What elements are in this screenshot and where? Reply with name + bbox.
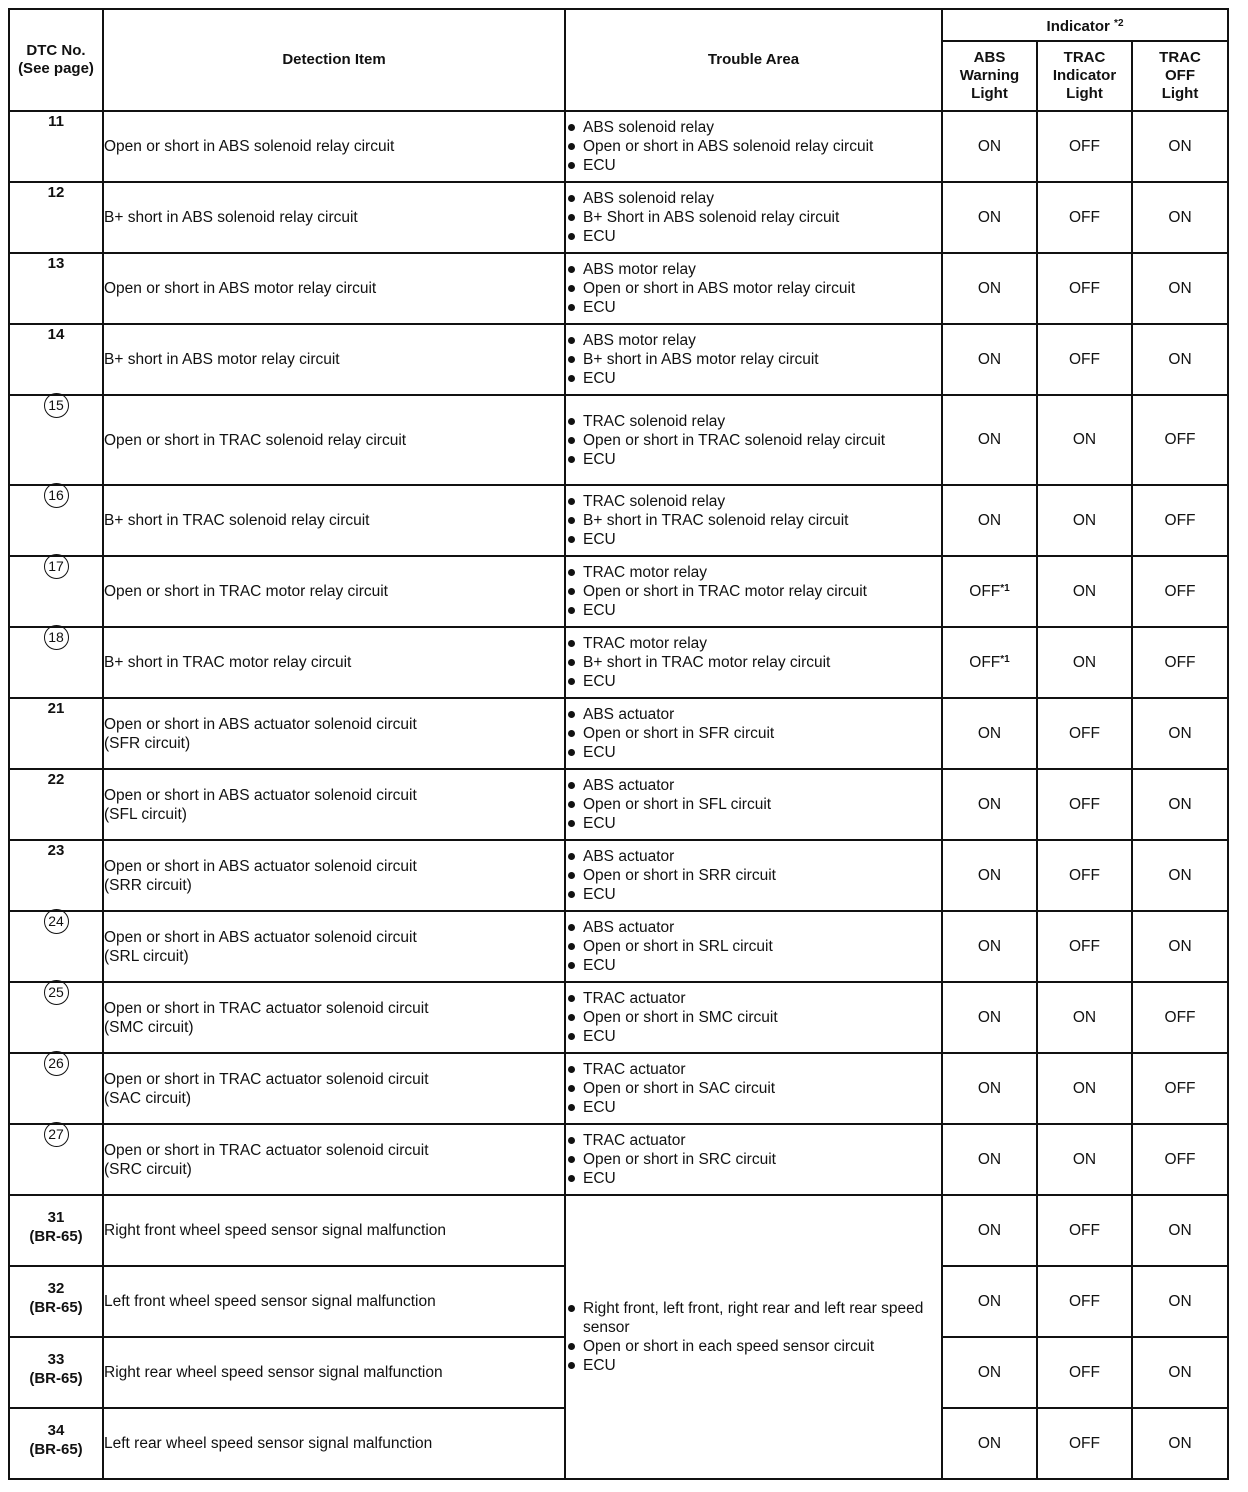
trac-off-state: OFF bbox=[1132, 1124, 1228, 1195]
trac-off-state: ON bbox=[1132, 769, 1228, 840]
trac-indicator-state: OFF bbox=[1037, 698, 1132, 769]
trac-off-state: ON bbox=[1132, 698, 1228, 769]
dtc-code-cell bbox=[9, 1124, 103, 1195]
trouble-area-item: TRAC actuator bbox=[566, 989, 941, 1008]
trouble-area-item: ABS motor relay bbox=[566, 331, 941, 350]
detection-item-cell bbox=[103, 982, 565, 1053]
detection-item-cell bbox=[103, 840, 565, 911]
abs-warning-state bbox=[942, 698, 1037, 769]
trouble-area-cell bbox=[565, 769, 942, 840]
trouble-area-item: ABS actuator bbox=[566, 776, 941, 795]
trouble-area-cell bbox=[565, 253, 942, 324]
trouble-area-cell bbox=[565, 982, 942, 1053]
header-dtc-no bbox=[9, 9, 103, 111]
header-detection-item: Detection Item bbox=[103, 9, 565, 111]
abs-warning-state bbox=[942, 1053, 1037, 1124]
detection-item-text: (SRR circuit) bbox=[104, 876, 192, 894]
trouble-area-item: ABS actuator bbox=[566, 847, 941, 866]
trac-off-state: ON bbox=[1132, 324, 1228, 395]
trac-indicator-state: OFF bbox=[1037, 324, 1132, 395]
trouble-area-item: ABS solenoid relay bbox=[566, 118, 941, 137]
trouble-area-cell bbox=[565, 395, 942, 485]
detection-item-cell bbox=[103, 324, 565, 395]
detection-item-text: (SMC circuit) bbox=[104, 1018, 194, 1036]
circled-dtc-code: 26 bbox=[44, 1051, 69, 1076]
trouble-area-item: ECU bbox=[566, 227, 941, 246]
abs-warning-state bbox=[942, 627, 1037, 698]
table-row bbox=[9, 485, 1228, 556]
trac-indicator-state: OFF bbox=[1037, 1266, 1132, 1337]
trac-off-state: OFF bbox=[1132, 556, 1228, 627]
trac-off-state: ON bbox=[1132, 253, 1228, 324]
trac-indicator-state: ON bbox=[1037, 556, 1132, 627]
dtc-code-cell bbox=[9, 698, 103, 769]
header-abs-line: ABS bbox=[973, 49, 1006, 66]
trouble-area-item: ECU bbox=[566, 814, 941, 833]
trouble-area-list bbox=[566, 412, 941, 469]
trouble-area-item: ABS actuator bbox=[566, 705, 941, 724]
trac-indicator-state: OFF bbox=[1037, 111, 1132, 182]
header-indicator-note: *2 bbox=[1114, 17, 1124, 29]
page-reference: (BR-65) bbox=[29, 1299, 83, 1316]
dtc-code: 14 bbox=[47, 326, 65, 343]
dtc-code: 11 bbox=[48, 113, 64, 130]
trac-off-state: ON bbox=[1132, 182, 1228, 253]
header-abs-line: Light bbox=[971, 85, 1008, 102]
header-trac-off-light bbox=[1132, 41, 1228, 111]
dtc-code: 32 bbox=[47, 1280, 65, 1297]
trac-indicator-state: OFF bbox=[1037, 911, 1132, 982]
dtc-table-sheet bbox=[8, 8, 1229, 1480]
table-body bbox=[9, 111, 1228, 1479]
trac-indicator-state: ON bbox=[1037, 982, 1132, 1053]
dtc-code-cell bbox=[9, 182, 103, 253]
table-row bbox=[9, 111, 1228, 182]
circled-dtc-code: 27 bbox=[44, 1122, 69, 1147]
trouble-area-list bbox=[566, 776, 941, 833]
circled-dtc-code: 17 bbox=[44, 554, 69, 579]
trouble-area-cell bbox=[565, 840, 942, 911]
trouble-area-item: ECU bbox=[566, 1356, 941, 1375]
trac-indicator-state: ON bbox=[1037, 395, 1132, 485]
trouble-area-list bbox=[566, 1060, 941, 1117]
trac-off-state: ON bbox=[1132, 111, 1228, 182]
abs-warning-value: ON bbox=[977, 937, 1002, 955]
header-trac-line: Indicator bbox=[1052, 67, 1117, 84]
dtc-code: 33 bbox=[47, 1351, 65, 1368]
abs-warning-state bbox=[942, 253, 1037, 324]
trouble-area-item: Open or short in ABS solenoid relay circuit bbox=[566, 137, 941, 156]
abs-warning-value: ON bbox=[977, 795, 1002, 813]
table-row bbox=[9, 1195, 1228, 1266]
trouble-area-item: Open or short in SRC circuit bbox=[566, 1150, 941, 1169]
circled-dtc-code: 24 bbox=[44, 909, 69, 934]
detection-item-cell bbox=[103, 111, 565, 182]
abs-warning-value: OFF bbox=[969, 653, 1001, 671]
abs-warning-state bbox=[942, 182, 1037, 253]
page-reference: (BR-65) bbox=[29, 1228, 83, 1245]
trouble-area-cell bbox=[565, 182, 942, 253]
trouble-area-list bbox=[566, 260, 941, 317]
abs-warning-state bbox=[942, 111, 1037, 182]
trac-off-state: ON bbox=[1132, 1337, 1228, 1408]
trouble-area-cell bbox=[565, 1195, 942, 1479]
trouble-area-cell bbox=[565, 1053, 942, 1124]
trouble-area-item: ABS motor relay bbox=[566, 260, 941, 279]
trouble-area-item: TRAC motor relay bbox=[566, 634, 941, 653]
trouble-area-item: B+ short in TRAC solenoid relay circuit bbox=[566, 511, 941, 530]
detection-item-text: Open or short in ABS actuator solenoid circuit bbox=[104, 786, 417, 804]
table-row bbox=[9, 627, 1228, 698]
trouble-area-item: ECU bbox=[566, 530, 941, 549]
abs-warning-value: ON bbox=[977, 1150, 1002, 1168]
dtc-code-cell bbox=[9, 627, 103, 698]
table-row bbox=[9, 982, 1228, 1053]
abs-warning-state: ON bbox=[942, 1337, 1037, 1408]
abs-warning-footnote: *1 bbox=[1000, 653, 1010, 665]
abs-warning-footnote: *1 bbox=[1000, 582, 1010, 594]
detection-item-cell bbox=[103, 253, 565, 324]
trouble-area-item: TRAC motor relay bbox=[566, 563, 941, 582]
dtc-code-cell bbox=[9, 1053, 103, 1124]
trouble-area-list bbox=[566, 634, 941, 691]
table-row bbox=[9, 556, 1228, 627]
detection-item-text: (SRL circuit) bbox=[104, 947, 189, 965]
dtc-code: 21 bbox=[47, 700, 65, 717]
page-reference: (BR-65) bbox=[29, 1370, 83, 1387]
abs-warning-state bbox=[942, 395, 1037, 485]
trouble-area-item: ECU bbox=[566, 672, 941, 691]
detection-item-text: Open or short in TRAC solenoid relay circuit bbox=[104, 431, 407, 449]
detection-item-text: Open or short in ABS actuator solenoid circuit bbox=[104, 857, 417, 875]
trac-indicator-state: OFF bbox=[1037, 1408, 1132, 1479]
detection-item-text: Open or short in ABS motor relay circuit bbox=[104, 280, 377, 297]
trouble-area-item: Open or short in SRL circuit bbox=[566, 937, 941, 956]
dtc-code: 34 bbox=[47, 1422, 65, 1439]
trouble-area-list bbox=[566, 331, 941, 388]
detection-item-text: (SFR circuit) bbox=[104, 734, 191, 752]
trouble-area-item: Open or short in SAC circuit bbox=[566, 1079, 941, 1098]
dtc-code-cell bbox=[9, 1408, 103, 1479]
circled-dtc-code: 15 bbox=[44, 393, 69, 418]
trouble-area-item: ABS actuator bbox=[566, 918, 941, 937]
detection-item-text: (SAC circuit) bbox=[104, 1089, 191, 1107]
trouble-area-item: B+ Short in ABS solenoid relay circuit bbox=[566, 208, 941, 227]
table-row bbox=[9, 395, 1228, 485]
detection-item-text: Open or short in ABS actuator solenoid circuit bbox=[104, 928, 417, 946]
trouble-area-item: ECU bbox=[566, 369, 941, 388]
dtc-code: 12 bbox=[47, 184, 65, 201]
trac-indicator-state: OFF bbox=[1037, 1195, 1132, 1266]
trouble-area-item: TRAC actuator bbox=[566, 1060, 941, 1079]
abs-warning-value: ON bbox=[977, 866, 1002, 884]
trac-off-state: ON bbox=[1132, 840, 1228, 911]
trouble-area-list bbox=[566, 847, 941, 904]
header-trac-line: TRAC bbox=[1063, 49, 1106, 66]
table-row bbox=[9, 182, 1228, 253]
trouble-area-item: ECU bbox=[566, 450, 941, 469]
header-abs-warning-light bbox=[942, 41, 1037, 111]
trouble-area-list bbox=[566, 189, 941, 246]
table-header bbox=[9, 9, 1228, 111]
trac-off-state: OFF bbox=[1132, 395, 1228, 485]
trouble-area-item: Right front, left front, right rear and left rear speed sensor bbox=[566, 1299, 941, 1337]
abs-warning-value: ON bbox=[977, 208, 1002, 226]
abs-warning-value: ON bbox=[977, 431, 1002, 448]
dtc-code-cell bbox=[9, 840, 103, 911]
detection-item-cell bbox=[103, 1195, 565, 1266]
detection-item-text: Open or short in ABS solenoid relay circuit bbox=[104, 138, 395, 155]
abs-warning-value: ON bbox=[977, 1079, 1002, 1097]
dtc-code-cell bbox=[9, 111, 103, 182]
abs-warning-state bbox=[942, 982, 1037, 1053]
dtc-code: 31 bbox=[47, 1209, 65, 1226]
table-row bbox=[9, 698, 1228, 769]
header-indicator bbox=[942, 9, 1228, 41]
header-trac-line: Light bbox=[1066, 85, 1103, 102]
trouble-area-cell bbox=[565, 485, 942, 556]
abs-warning-value: ON bbox=[977, 511, 1002, 529]
abs-warning-state bbox=[942, 769, 1037, 840]
trouble-area-list bbox=[566, 118, 941, 175]
trac-indicator-state: OFF bbox=[1037, 1337, 1132, 1408]
circled-dtc-code: 25 bbox=[44, 980, 69, 1005]
abs-warning-value: ON bbox=[977, 724, 1002, 742]
table-row bbox=[9, 1053, 1228, 1124]
trouble-area-item: ABS solenoid relay bbox=[566, 189, 941, 208]
trac-indicator-state: OFF bbox=[1037, 182, 1132, 253]
abs-warning-state: ON bbox=[942, 1195, 1037, 1266]
header-see-page: (See page) bbox=[18, 60, 94, 77]
detection-item-cell bbox=[103, 556, 565, 627]
trouble-area-list bbox=[566, 492, 941, 549]
dtc-code-cell bbox=[9, 1195, 103, 1266]
trouble-area-cell bbox=[565, 911, 942, 982]
dtc-code-cell bbox=[9, 253, 103, 324]
trac-off-state: OFF bbox=[1132, 485, 1228, 556]
header-off-line: OFF bbox=[1165, 67, 1196, 84]
trouble-area-item: TRAC solenoid relay bbox=[566, 492, 941, 511]
trouble-area-item: ECU bbox=[566, 298, 941, 317]
detection-item-text: Open or short in TRAC motor relay circuit bbox=[104, 583, 388, 600]
trouble-area-item: Open or short in TRAC motor relay circuit bbox=[566, 582, 941, 601]
trouble-area-item: B+ short in TRAC motor relay circuit bbox=[566, 653, 941, 672]
trouble-area-item: Open or short in SMC circuit bbox=[566, 1008, 941, 1027]
trouble-area-list bbox=[566, 989, 941, 1046]
trouble-area-item: ECU bbox=[566, 743, 941, 762]
trac-indicator-state: OFF bbox=[1037, 840, 1132, 911]
detection-item-text: B+ short in ABS solenoid relay circuit bbox=[104, 209, 358, 226]
abs-warning-value: ON bbox=[977, 350, 1002, 368]
abs-warning-value: ON bbox=[977, 279, 1002, 297]
dtc-code-cell bbox=[9, 324, 103, 395]
detection-item-cell bbox=[103, 911, 565, 982]
header-trouble-area: Trouble Area bbox=[565, 9, 942, 111]
detection-item-cell bbox=[103, 395, 565, 485]
dtc-code-cell bbox=[9, 485, 103, 556]
dtc-code-cell bbox=[9, 1337, 103, 1408]
dtc-code-cell bbox=[9, 556, 103, 627]
detection-item-cell bbox=[103, 1053, 565, 1124]
dtc-code-cell bbox=[9, 1266, 103, 1337]
header-off-line: Light bbox=[1161, 85, 1199, 102]
trac-off-state: ON bbox=[1132, 1266, 1228, 1337]
circled-dtc-code: 16 bbox=[44, 483, 69, 508]
detection-item-text: (SFL circuit) bbox=[104, 805, 187, 823]
trac-indicator-state: ON bbox=[1037, 485, 1132, 556]
trac-off-state: OFF bbox=[1132, 982, 1228, 1053]
detection-item-cell bbox=[103, 1337, 565, 1408]
trouble-area-item: B+ short in ABS motor relay circuit bbox=[566, 350, 941, 369]
abs-warning-state bbox=[942, 324, 1037, 395]
dtc-code: 13 bbox=[47, 255, 65, 272]
detection-item-text: (SRC circuit) bbox=[104, 1160, 192, 1178]
table-row bbox=[9, 324, 1228, 395]
dtc-table bbox=[8, 8, 1229, 1480]
header-off-line: TRAC bbox=[1159, 49, 1201, 66]
trac-off-state: OFF bbox=[1132, 627, 1228, 698]
trac-indicator-state: OFF bbox=[1037, 253, 1132, 324]
abs-warning-value: OFF bbox=[969, 582, 1001, 600]
detection-item-text: Open or short in TRAC actuator solenoid circuit bbox=[104, 1070, 429, 1088]
detection-item-cell bbox=[103, 485, 565, 556]
header-dtc-label: DTC No. bbox=[26, 42, 86, 59]
trouble-area-list bbox=[566, 918, 941, 975]
trouble-area-item: Open or short in SRR circuit bbox=[566, 866, 941, 885]
dtc-code-cell bbox=[9, 911, 103, 982]
detection-item-cell bbox=[103, 627, 565, 698]
detection-item-text: Left front wheel speed sensor signal malfunction bbox=[104, 1293, 436, 1310]
trouble-area-item: Open or short in each speed sensor circuit bbox=[566, 1337, 941, 1356]
detection-item-text: Open or short in TRAC actuator solenoid circuit bbox=[104, 999, 429, 1017]
detection-item-text: Right rear wheel speed sensor signal malfunction bbox=[104, 1364, 443, 1381]
detection-item-cell bbox=[103, 1408, 565, 1479]
abs-warning-state bbox=[942, 1124, 1037, 1195]
abs-warning-state: ON bbox=[942, 1408, 1037, 1479]
trac-off-state: ON bbox=[1132, 1408, 1228, 1479]
abs-warning-value: ON bbox=[977, 137, 1002, 155]
trac-indicator-state: OFF bbox=[1037, 769, 1132, 840]
detection-item-cell bbox=[103, 182, 565, 253]
trac-indicator-state: ON bbox=[1037, 1053, 1132, 1124]
trouble-area-item: ECU bbox=[566, 956, 941, 975]
header-trac-indicator-light bbox=[1037, 41, 1132, 111]
detection-item-text: Open or short in ABS actuator solenoid circuit bbox=[104, 715, 417, 733]
trouble-area-item: ECU bbox=[566, 156, 941, 175]
detection-item-text: Open or short in TRAC actuator solenoid circuit bbox=[104, 1141, 429, 1159]
trouble-area-list bbox=[566, 563, 941, 620]
trouble-area-item: TRAC solenoid relay bbox=[566, 412, 941, 431]
dtc-code: 22 bbox=[47, 771, 65, 788]
abs-warning-state: ON bbox=[942, 1266, 1037, 1337]
abs-warning-state bbox=[942, 911, 1037, 982]
trouble-area-item: Open or short in ABS motor relay circuit bbox=[566, 279, 941, 298]
trac-indicator-state: ON bbox=[1037, 1124, 1132, 1195]
detection-item-text: B+ short in ABS motor relay circuit bbox=[104, 351, 340, 368]
trouble-area-item: TRAC actuator bbox=[566, 1131, 941, 1150]
trouble-area-item: ECU bbox=[566, 1169, 941, 1188]
page-reference: (BR-65) bbox=[29, 1441, 83, 1458]
trouble-area-item: Open or short in SFL circuit bbox=[566, 795, 941, 814]
trouble-area-list bbox=[566, 1131, 941, 1188]
trouble-area-cell bbox=[565, 1124, 942, 1195]
detection-item-text: B+ short in TRAC motor relay circuit bbox=[104, 654, 352, 671]
trac-off-state: ON bbox=[1132, 1195, 1228, 1266]
dtc-code: 23 bbox=[47, 842, 65, 859]
table-row bbox=[9, 840, 1228, 911]
abs-warning-value: ON bbox=[977, 1008, 1002, 1026]
trouble-area-cell bbox=[565, 627, 942, 698]
trouble-area-list bbox=[566, 1299, 941, 1375]
trouble-area-item: Open or short in TRAC solenoid relay circuit bbox=[566, 431, 941, 450]
trouble-area-item: ECU bbox=[566, 885, 941, 904]
trouble-area-cell bbox=[565, 556, 942, 627]
dtc-code-cell bbox=[9, 982, 103, 1053]
trouble-area-cell bbox=[565, 698, 942, 769]
detection-item-cell bbox=[103, 769, 565, 840]
trac-indicator-state: ON bbox=[1037, 627, 1132, 698]
trac-off-state: OFF bbox=[1132, 1053, 1228, 1124]
abs-warning-state bbox=[942, 840, 1037, 911]
dtc-code-cell bbox=[9, 769, 103, 840]
detection-item-text: B+ short in TRAC solenoid relay circuit bbox=[104, 512, 370, 529]
detection-item-text: Left rear wheel speed sensor signal malfunction bbox=[104, 1435, 433, 1452]
table-row bbox=[9, 911, 1228, 982]
header-abs-line: Warning bbox=[959, 67, 1020, 84]
dtc-code-cell bbox=[9, 395, 103, 485]
trouble-area-cell bbox=[565, 111, 942, 182]
detection-item-cell bbox=[103, 1124, 565, 1195]
abs-warning-state bbox=[942, 556, 1037, 627]
table-row bbox=[9, 1124, 1228, 1195]
table-row bbox=[9, 769, 1228, 840]
abs-warning-state bbox=[942, 485, 1037, 556]
trac-off-state: ON bbox=[1132, 911, 1228, 982]
circled-dtc-code: 18 bbox=[44, 625, 69, 650]
trouble-area-item: ECU bbox=[566, 1027, 941, 1046]
detection-item-text: Right front wheel speed sensor signal malfunction bbox=[104, 1222, 447, 1239]
trouble-area-item: ECU bbox=[566, 1098, 941, 1117]
trouble-area-item: Open or short in SFR circuit bbox=[566, 724, 941, 743]
detection-item-cell bbox=[103, 1266, 565, 1337]
trouble-area-item: ECU bbox=[566, 601, 941, 620]
trouble-area-list bbox=[566, 705, 941, 762]
header-indicator-label: Indicator bbox=[1046, 17, 1110, 35]
detection-item-cell bbox=[103, 698, 565, 769]
table-row bbox=[9, 253, 1228, 324]
trouble-area-cell bbox=[565, 324, 942, 395]
